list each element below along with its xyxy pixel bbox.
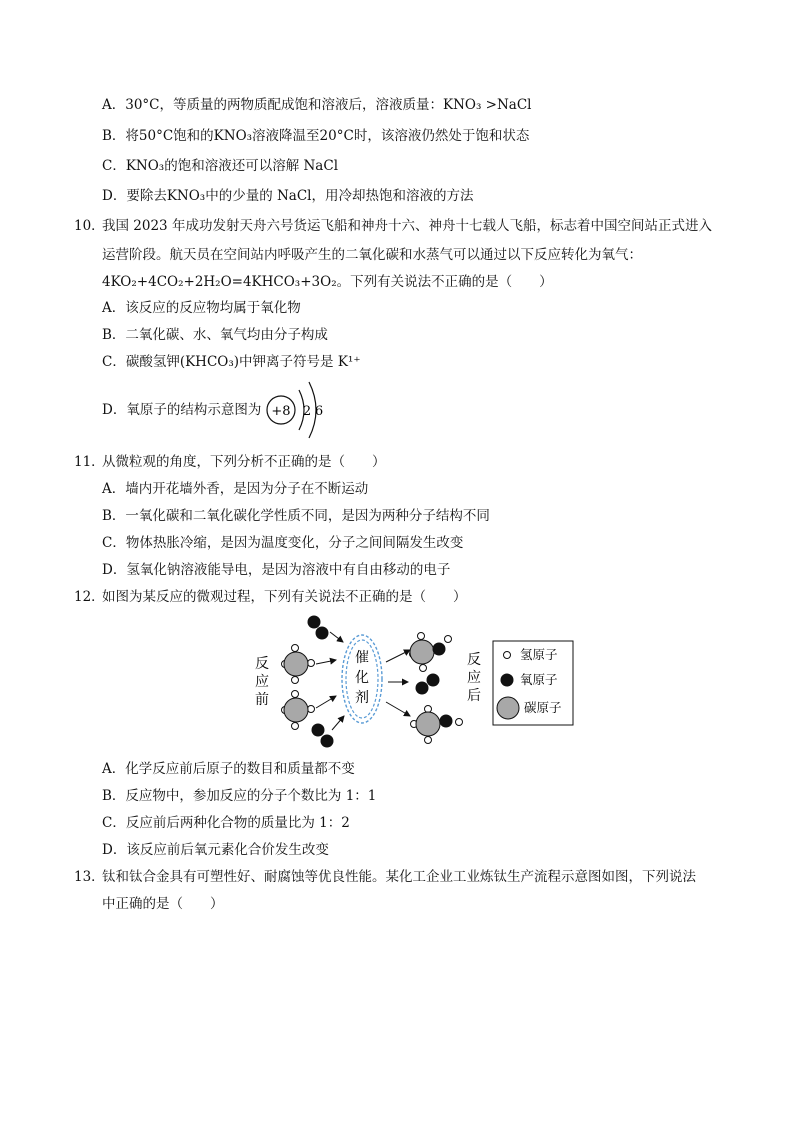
q12-option-d: D．该反应前后氧元素化合价发生改变 — [102, 842, 329, 858]
q12-option-c: C．反应前后两种化合物的质量比为 1：2 — [102, 815, 350, 831]
shell1-electrons: 2 — [302, 404, 312, 419]
q10-option-a: A．该反应的反应物均属于氧化物 — [102, 300, 301, 316]
oxygen-atom-structure-diagram — [263, 378, 333, 442]
q12-option-a: A．化学反应前后原子的数目和质量都不变 — [102, 761, 355, 777]
methanol-molecule-1 — [410, 633, 452, 672]
q11-option-a: A．墙内开花墙外香，是因为分子在不断运动 — [102, 481, 369, 497]
oxygen-molecule-bottom — [312, 724, 334, 748]
q10-option-c: C．碳酸氢钾(KHCO₃)中钾离子符号是 K¹⁺ — [102, 354, 361, 370]
q9-option-d: D．要除去KNO₃中的少量的 NaCl，用冷却热饱和溶液的方法 — [102, 188, 474, 204]
legend-carbon: 碳原子 — [524, 700, 562, 715]
before-label-3: 前 — [255, 692, 269, 708]
q9-option-a: A．30°C，等质量的两物质配成饱和溶液后，溶液质量：KNO₃ >NaCl — [102, 97, 532, 113]
before-label-2: 应 — [255, 674, 269, 690]
q11-option-b: B．一氧化碳和二氧化碳化学性质不同，是因为两种分子结构不同 — [102, 508, 490, 524]
q10-stem-line2: 运营阶段。航天员在空间站内呼吸产生的二氧化碳和水蒸气可以通过以下反应转化为氧气： — [102, 247, 642, 263]
legend-oxygen-icon — [501, 674, 514, 687]
q11-option-c: C．物体热胀冷缩，是因为温度变化，分子之间间隔发生改变 — [102, 535, 464, 551]
q13-number: 13． — [74, 869, 105, 885]
oxygen-molecule-product — [416, 674, 440, 695]
q12-number: 12． — [74, 589, 105, 605]
q9-option-b: B．将50°C饱和的KNO₃溶液降温至20°C时，该溶液仍然处于饱和状态 — [102, 128, 530, 144]
methanol-molecule-2 — [411, 706, 463, 744]
before-label-1: 反 — [255, 656, 269, 672]
reaction-micro-diagram — [250, 612, 582, 754]
legend-oxygen: 氧原子 — [520, 672, 558, 687]
methane-molecule-1 — [282, 645, 315, 684]
q11-stem: 从微粒观的角度，下列分析不正确的是（ ） — [102, 454, 386, 470]
catalyst-label-2: 化 — [355, 670, 369, 686]
q13-stem-line1: 钛和钛合金具有可塑性好、耐腐蚀等优良性能。某化工企业工业炼钛生产流程示意图如图，下列说法 — [102, 869, 696, 885]
q13-stem-line2: 中正确的是（ ） — [102, 896, 224, 912]
legend-carbon-icon — [497, 697, 519, 719]
q11-option-d: D．氢氧化钠溶液能导电，是因为溶液中有自由移动的电子 — [102, 562, 451, 578]
shell2-electrons: 6 — [314, 404, 324, 419]
q10-equation: 4KO₂+4CO₂+2H₂O=4KHCO₃+3O₂。下列有关说法不正确的是（ ） — [102, 274, 553, 290]
nucleus-charge: +8 — [271, 404, 291, 419]
catalyst-label-3: 剂 — [355, 690, 369, 706]
after-label-3: 后 — [467, 688, 481, 704]
legend-hydrogen-icon — [504, 652, 511, 659]
legend-hydrogen: 氢原子 — [520, 647, 558, 662]
after-label-1: 反 — [467, 652, 481, 668]
catalyst-label-1: 催 — [355, 650, 369, 666]
oxygen-molecule-top — [308, 616, 329, 640]
q11-number: 11． — [74, 454, 105, 470]
methane-molecule-2 — [282, 691, 315, 730]
q10-stem-line1: 我国 2023 年成功发射天舟六号货运飞船和神舟十六、神舟十七载人飞船，标志着中国空间站正式进入 — [102, 218, 712, 234]
q9-option-c: C．KNO₃的饱和溶液还可以溶解 NaCl — [102, 158, 339, 174]
q10-option-d: D．氧原子的结构示意图为 — [102, 402, 262, 418]
q10-number: 10． — [74, 218, 105, 234]
q10-option-b: B．二氧化碳、水、氧气均由分子构成 — [102, 327, 328, 343]
q12-option-b: B．反应物中，参加反应的分子个数比为 1：1 — [102, 788, 377, 804]
q12-stem: 如图为某反应的微观过程，下列有关说法不正确的是（ ） — [102, 589, 467, 605]
after-label-2: 应 — [467, 670, 481, 686]
